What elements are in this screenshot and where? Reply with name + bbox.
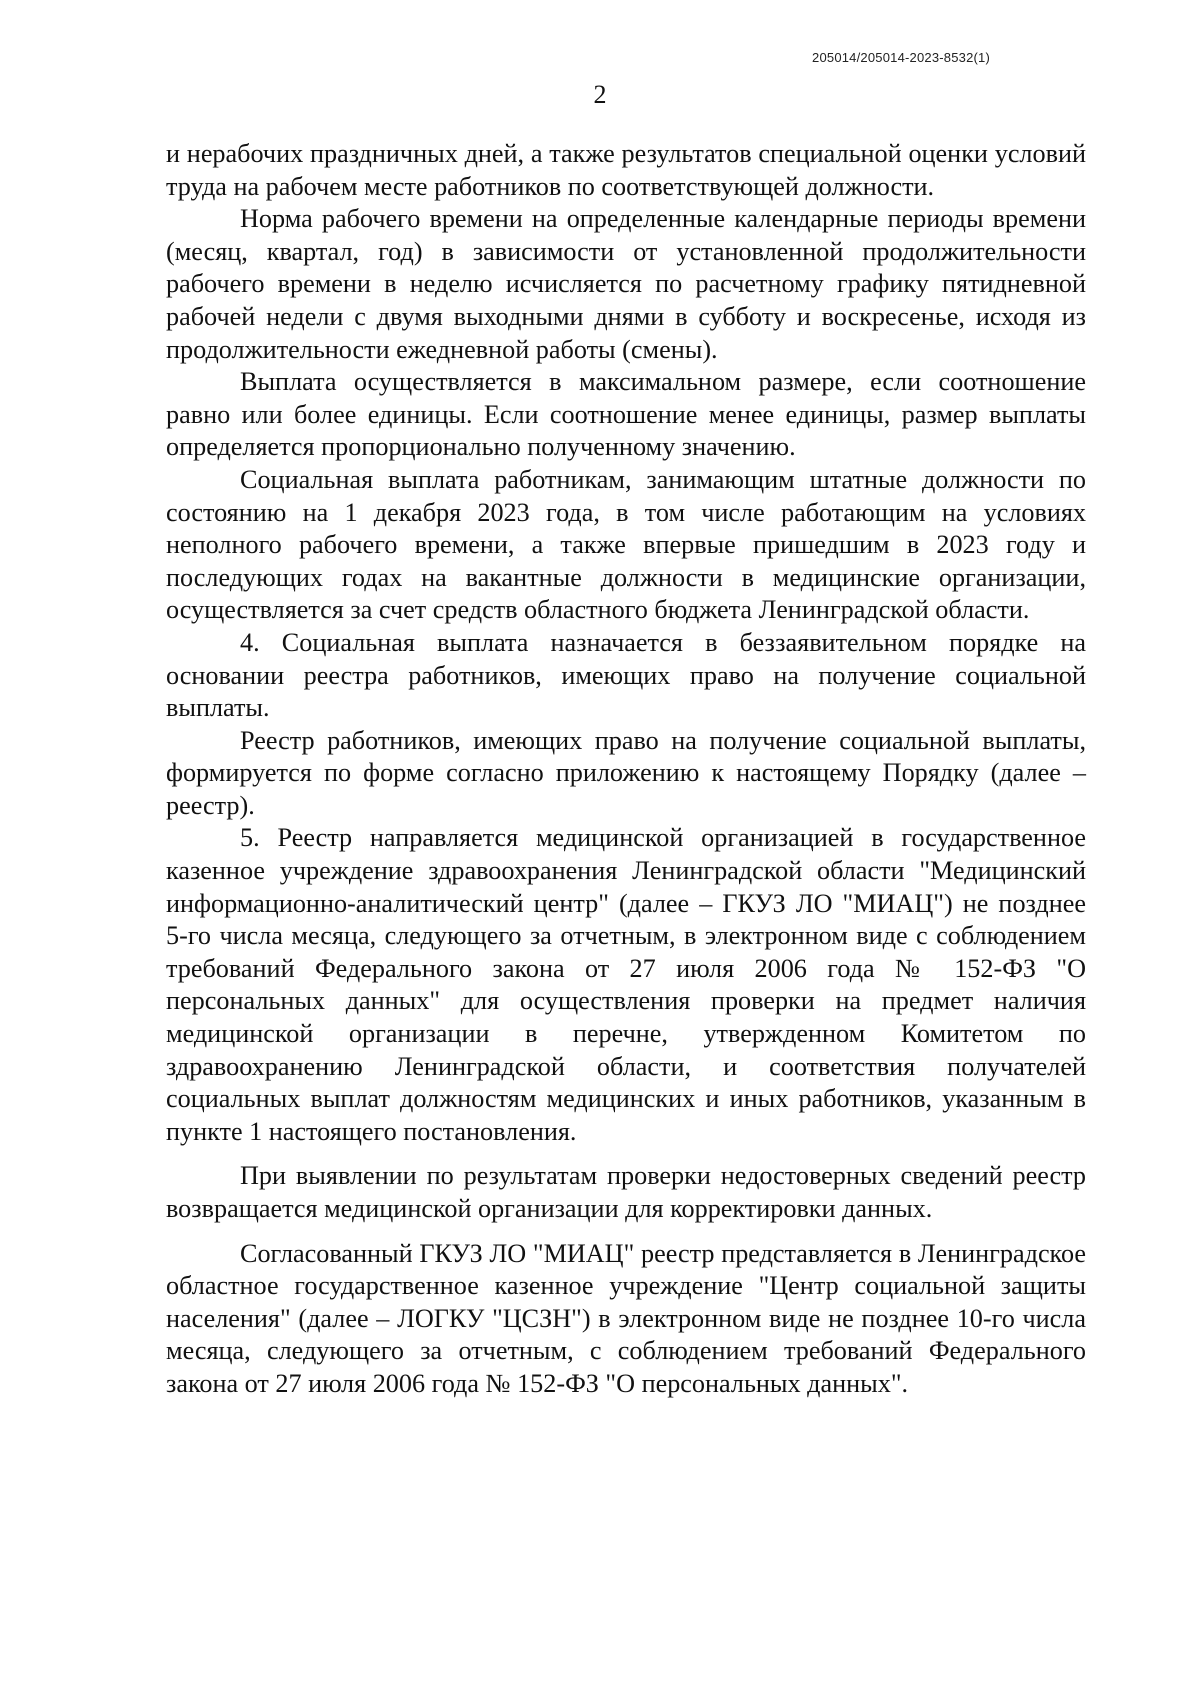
paragraph-social-payment-funding: Социальная выплата работникам, занимающим штатные должности по состоянию на 1 декабря 2023 года, в том числе работающим на условиях неполного рабочего времени, а также впервые пришедшим в 2023 году и последующих годах на вакантные должности в медицинские организации, осуществляется за счет средств областного бюджета Ленинградской области.: [166, 464, 1086, 625]
paragraph-item-4: 4. Социальная выплата назначается в беззаявительном порядке на основании реестра работников, имеющих право на получение социальной выплаты.: [166, 627, 1086, 723]
paragraph-work-time-norm: Норма рабочего времени на определенные календарные периоды времени (месяц, квартал, год) в зависимости от установленной продолжительности рабочего времени в неделю исчисляется по расчетному графику пятидневной рабочей недели с двумя выходными днями в субботу и воскресенье, исходя из продолжительности ежедневной работы (смены).: [166, 204, 1086, 364]
page-number: 2: [593, 80, 607, 109]
document-body: [166, 138, 1086, 1401]
paragraph-continuation: и нерабочих праздничных дней, а также результатов специальной оценки условий труда на рабочем месте работников по соответствующей должности.: [166, 139, 1086, 201]
paragraph-payment-ratio: Выплата осуществляется в максимальном размере, если соотношение равно или более единицы. Если соотношение менее единицы, размер выплаты определяется пропорционально полученному значению.: [166, 367, 1086, 462]
paragraph-item-5: 5. Реестр направляется медицинской организацией в государственное казенное учреждение здравоохранения Ленинградской области "Медицинский информационно-аналитический центр" (далее – ГКУЗ ЛО "МИАЦ") не позднее 5-го числа месяца, следующего за отчетным, в электронном виде с соблюдением требований Федерального закона от 27 июля 2006 года № 152-ФЗ "О персональных данных" для осуществления проверки на предмет наличия медицинской организации в перечне, утвержденном Комитетом по здравоохранению Ленинградской области, и соответствия получателей социальных выплат должностям медицинских и иных работников, указанным в пункте 1 настоящего постановления.: [166, 823, 1086, 1146]
document-id: 205014/205014-2023-8532(1): [812, 50, 990, 65]
paragraph-registry-submission: Согласованный ГКУЗ ЛО "МИАЦ" реестр представляется в Ленинградское областное государственное казенное учреждение "Центр социальной защиты населения" (далее – ЛОГКУ "ЦСЗН") в электронном виде не позднее 10-го числа месяца, следующего за отчетным, с соблюдением требований Федерального закона от 27 июля 2006 года № 152-ФЗ "О персональных данных".: [166, 1238, 1086, 1398]
paragraph-registry-form: Реестр работников, имеющих право на получение социальной выплаты, формируется по форме согласно приложению к настоящему Порядку (далее – реестр).: [166, 725, 1086, 820]
paragraph-registry-return: При выявлении по результатам проверки недостоверных сведений реестр возвращается медицинской организации для корректировки данных.: [166, 1161, 1086, 1223]
